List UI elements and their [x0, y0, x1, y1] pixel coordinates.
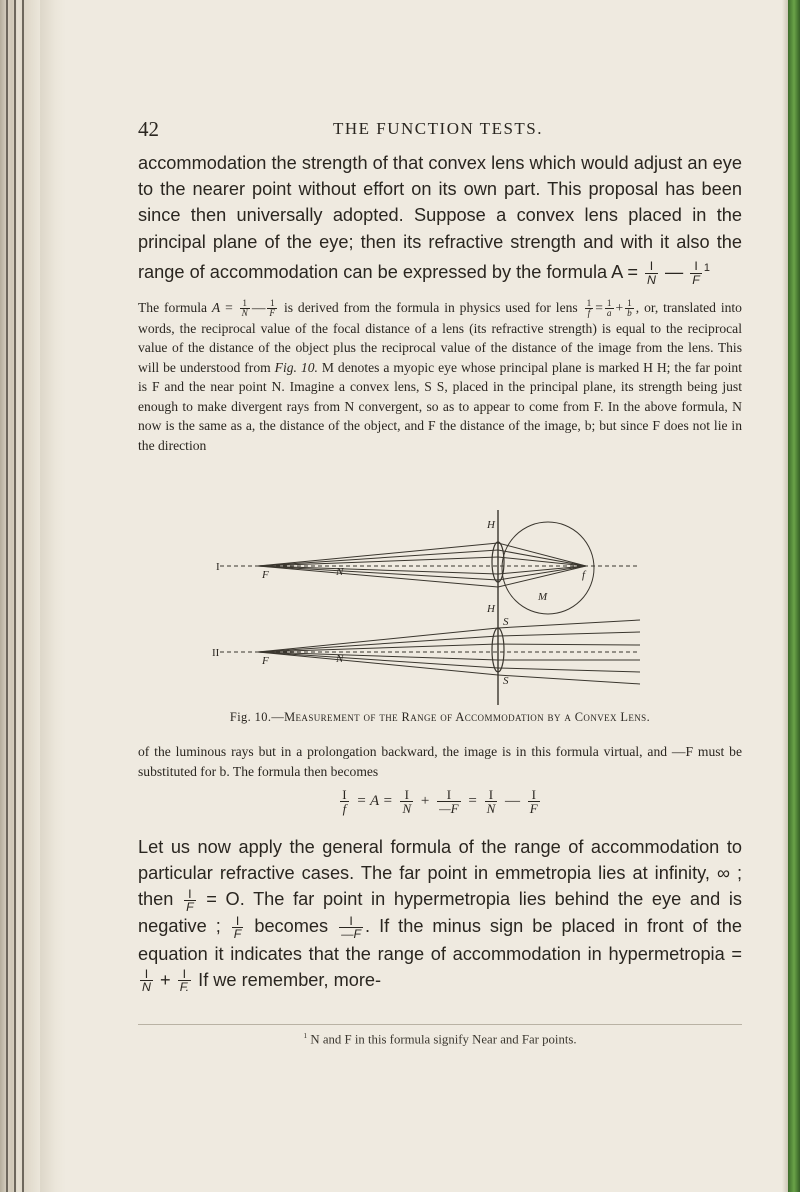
eq-frac-1-over-N-2: $\frac{I}{N}$ [486, 787, 496, 816]
footnote-text: N and F in this formula signify Near and Far points. [310, 1032, 577, 1047]
label-S-top: S [503, 616, 509, 628]
fraction-1-over-N: $\frac{I}{N}$ [647, 259, 656, 287]
label-S-bottom: S [503, 675, 509, 687]
fraction-1-over-a: $\frac{1}{a}$ [606, 298, 612, 319]
fraction-1-over-F: $\frac{I}{F}$ [692, 259, 700, 287]
caption-text: —Measurement of the Range of Accommodation by a Convex Lens. [271, 710, 651, 724]
label-H-top: H [487, 519, 495, 531]
fraction-1-over-f: $\frac{1}{f}$ [586, 298, 592, 319]
fraction-1-over-b: $\frac{1}{b}$ [627, 298, 632, 319]
caption-figure-number: Fig. 10. [229, 710, 272, 724]
paragraph-2: Let us now apply the general formula of the range of accommodation to particular refractive cases. The far point in emmetropia lies at infinity, ∞ ; then $\frac{I}{F}$ = O. The far point in hypermetropia lies behind the eye and is negative ; $\frac{I}{F}$ becomes $\frac{I}{—F}$ . If the minus sign be placed in front of the equation it indicates that the range of accommodation in hypermetropia = $\frac{I}{N}$ + $\frac{I}{F.}$ If we remember, more- [138, 837, 742, 995]
footnote-mark: 1 [703, 261, 710, 274]
eq-frac-1-over-minus-F: $\frac{I}{—F}$ [439, 787, 459, 816]
footnote-paragraph: The formula A = $\frac{1}{N}$ — $\frac{1}{F}$ is derived from the formula in physics used for lens $\frac{1}{f}$ = $\frac{1}{a}$ + $\frac{1}{b}$ , or, translated into words, the reciprocal value of the focal distance of a lens (its refractive strength) is equal to the reciprocal value of the distance of the object plus the reciprocal value of the distance of the image from the lens. This will be understood from Fig. 10. M denotes a myopic eye whose principal plane is marked H H; the far point is F and the near point N. Imagine a convex lens, S S, placed in the principal plane, its strength being just enough to make divergent rays from N convergent, so as to appear to come from F. In the above formula, N now is the same as a, the distance of the object, and F the distance of the image, b; but since F does not lie in the direction [138, 298, 742, 453]
fraction-1-over-F-small: $\frac{1}{F}$ [269, 298, 276, 319]
p2-frac-1-over-minus-F: $\frac{I}{—F}$ [341, 913, 362, 942]
label-F-row-I: F [262, 569, 269, 581]
figure-reference: Fig. 10. [274, 359, 318, 375]
p2-frac-1-over-F-3: $\frac{I}{F.}$ [179, 967, 190, 995]
paragraph-small-2: of the luminous rays but in a prolongation backward, the image is in this formula virtual, and —F must be substituted for b. The formula then becomes [138, 744, 742, 779]
running-title: THE FUNCTION TESTS. [333, 119, 543, 138]
fraction-1-over-N-small: $\frac{1}{N}$ [241, 298, 248, 319]
eq-frac-1-over-N: $\frac{I}{N}$ [402, 787, 412, 816]
p2-frac-1-over-F-2: $\frac{I}{F}$ [233, 913, 242, 942]
label-M: M [538, 591, 548, 603]
figure-caption [138, 710, 742, 725]
label-H-mid: H [487, 603, 495, 615]
label-N-row-II: N [336, 653, 344, 665]
equation-range: $\frac{I}{f}$ = A = $\frac{I}{N}$ + $\frac{I}{—F}$ = $\frac{I}{N}$ — $\frac{I}{F}$ [342, 787, 538, 816]
footnote-rule [138, 1024, 742, 1025]
row-II-label: II [212, 647, 220, 659]
footnote [138, 1031, 742, 1047]
eq-frac-1-over-F: $\frac{I}{F}$ [529, 787, 538, 816]
paragraph-1: accommodation the strength of that convex lens which would adjust an eye to the nearer point without effort on its own part. This proposal has been since then universally adopted. Suppose a convex lens placed in the principal plane of the eye; then its refractive strength and with it also the range of accommodation can be expressed by the formula A = $\frac{I}{N}$ — $\frac{I}{F}$ $^1$ [138, 153, 742, 287]
label-F-row-II: F [262, 655, 269, 667]
label-N-row-I: N [336, 566, 344, 578]
row-I-label: I [216, 561, 220, 573]
p2-frac-1-over-F: $\frac{I}{F}$ [186, 886, 194, 915]
footnote-number: 1 [303, 1031, 308, 1040]
p2-frac-1-over-N: $\frac{I}{N}$ [142, 967, 151, 995]
eq-frac-1-over-f: $\frac{I}{f}$ [342, 787, 347, 816]
paragraph-1-text: accommodation the strength of that convex lens which would adjust an eye to the nearer point without effort on its own part. This proposal has been since then universally adopted. Suppose a convex lens placed in the principal plane of the eye; then its refractive strength and with it also the range of accommodation can be expressed by the formula A = [138, 153, 742, 282]
label-f: f [582, 569, 586, 581]
page-number: 42 [138, 117, 159, 141]
